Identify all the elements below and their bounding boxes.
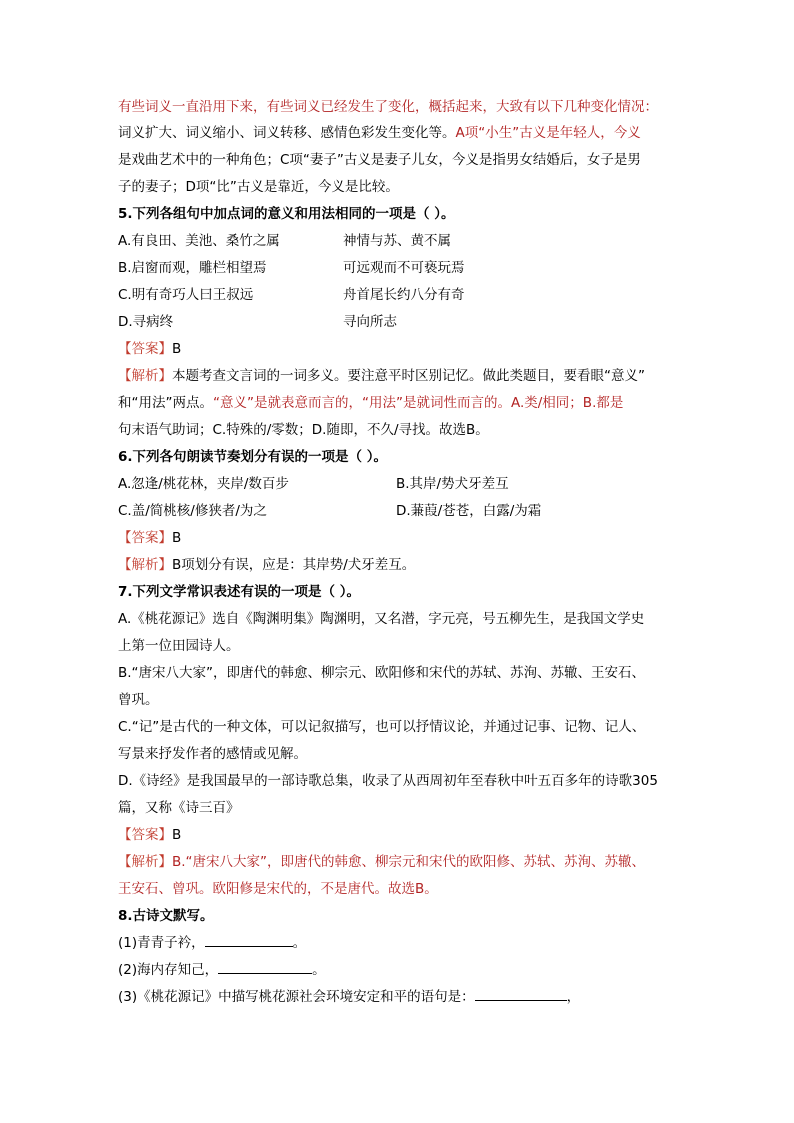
q8-item-1-prompt: (1)青青子衿， [118, 935, 205, 951]
q6-option-row [118, 472, 688, 496]
punctuation: 。 [292, 935, 307, 951]
q8-item-3-prompt: (3)《桃花源记》中描写桃花源社会环境安定和平的语句是： [118, 989, 475, 1005]
q5-option-b-right: 可远观而不可亵玩焉 [343, 260, 465, 276]
question-6-stem: 6.下列各句朗读节奏划分有误的一项是（ ）。 [118, 449, 387, 465]
analysis-text: 词义扩大、词义缩小、词义转移、感情色彩发生变化等。 [118, 125, 456, 141]
q8-item-1 [118, 931, 688, 955]
q5-answer [118, 337, 688, 361]
q5-option-row [118, 283, 688, 307]
q7-option-c-line-1: C.“记”是古代的一种文体，可以记叙描写，也可以抒情议论，并通过记事、记物、记人、 [118, 719, 646, 735]
analysis-intro-line-2 [118, 121, 688, 145]
q7-option-a-line-1: A.《桃花源记》选自《陶渊明集》陶渊明，又名潜，字元亮，号五柳先生，是我国文学史 [118, 611, 645, 627]
analysis-intro-line-4 [118, 175, 688, 199]
question-8-stem: 8.古诗文默写。 [118, 908, 214, 924]
question-5-stem: 5.下列各组句中加点词的意义和用法相同的一项是（ ）。 [118, 206, 455, 222]
q7-analysis-line-2 [118, 877, 688, 901]
fill-blank[interactable] [475, 986, 567, 1001]
analysis-tag: 【解析】 [118, 854, 172, 870]
analysis-text: A项“小生”古义是年轻人，今义 [455, 125, 641, 141]
q6-option-c: C.盖/简桃核/修狭者/为之 [118, 503, 267, 519]
q6-option-d: D.蒹葭/苍苍，白露/为霜 [396, 503, 542, 519]
q6-option-a: A.忽逢/桃花林，夹岸/数百步 [118, 476, 289, 492]
q6-option-row [118, 499, 688, 523]
q5-analysis-line-2 [118, 391, 688, 415]
analysis-text: 和“用法”两点。 [118, 395, 213, 411]
analysis-intro-line-1 [118, 95, 688, 119]
analysis-text: 王安石、曾巩。欧阳修是宋代的，不是唐代。故选B。 [118, 881, 438, 897]
q6-analysis [118, 553, 688, 577]
q6-option-b: B.其岸/势犬牙差互 [396, 476, 509, 492]
answer-tag: 【答案】 [118, 341, 172, 357]
answer-value: B [172, 341, 182, 357]
q8-item-3 [118, 985, 688, 1009]
q5-option-a-right: 神情与苏、黄不属 [343, 233, 451, 249]
analysis-text: 有些词义一直沿用下来，有些词义已经发生了变化，概括起来，大致有以下几种变化情况： [118, 99, 658, 115]
q5-option-row [118, 256, 688, 280]
analysis-text: 句末语气助词；C.特殊的/零数；D.随即，不久/寻找。故选B。 [118, 422, 489, 438]
analysis-text: B.“唐宋八大家”，即唐代的韩愈、柳宗元和宋代的欧阳修、苏轼、苏洵、苏辙、 [172, 854, 646, 870]
q7-analysis-line-1 [118, 850, 688, 874]
q7-option-b-line-1: B.“唐宋八大家”，即唐代的韩愈、柳宗元、欧阳修和宋代的苏轼、苏洵、苏辙、王安石、 [118, 665, 646, 681]
q7-option-a-line-2: 上第一位田园诗人。 [118, 638, 240, 654]
punctuation: ， [566, 989, 581, 1005]
q7-option-d-line-1: D.《诗经》是我国最早的一部诗歌总集，收录了从西周初年至春秋中叶五百多年的诗歌305 [118, 773, 658, 789]
q5-option-d-right: 寻向所志 [343, 314, 397, 330]
answer-tag: 【答案】 [118, 827, 172, 843]
analysis-text: C项“妻子”古义是妻子儿女，今义是指男女结婚后，女子是男 [280, 152, 641, 168]
answer-tag: 【答案】 [118, 530, 172, 546]
q6-answer [118, 526, 688, 550]
analysis-tag: 【解析】 [118, 557, 172, 573]
q7-option-d-line-2: 篇，又称《诗三百》 [118, 800, 240, 816]
q5-analysis-line-1 [118, 364, 688, 388]
q5-option-b-left: B.启窗而观，雕栏相望焉 [118, 260, 267, 276]
analysis-text: “意义”是就表意而言的，“用法”是就词性而言的。A.类/相同；B.都是 [213, 395, 624, 411]
analysis-text: 子的妻子；D项“比”古义是靠近，今义是比较。 [118, 179, 399, 195]
q8-item-2-prompt: (2)海内存知己， [118, 962, 219, 978]
analysis-tag: 【解析】 [118, 368, 172, 384]
fill-blank[interactable] [218, 959, 312, 974]
q5-option-row [118, 229, 688, 253]
question-7-stem: 7.下列文学常识表述有误的一项是（ ）。 [118, 584, 360, 600]
q5-option-c-right: 舟首尾长约八分有奇 [343, 287, 465, 303]
analysis-intro-line-3 [118, 148, 688, 172]
q5-analysis-line-3 [118, 418, 688, 442]
q5-option-c-left: C.明有奇巧人曰王叔远 [118, 287, 254, 303]
fill-blank[interactable] [205, 932, 293, 947]
analysis-text: B项划分有误，应是：其岸势/犬牙差互。 [172, 557, 416, 573]
analysis-text: 本题考查文言词的一词多义。要注意平时区别记忆。做此类题目，要看眼“意义” [172, 368, 645, 384]
punctuation: 。 [312, 962, 326, 978]
q5-option-row [118, 310, 688, 334]
q8-item-2 [118, 958, 688, 982]
q7-answer [118, 823, 688, 847]
q5-option-d-left: D.寻病终 [118, 314, 174, 330]
q7-option-c-line-2: 写景来抒发作者的感情或见解。 [118, 746, 307, 762]
q7-option-b-line-2: 曾巩。 [118, 692, 159, 708]
analysis-text: 是戏曲艺术中的一种角色； [118, 152, 280, 168]
q5-option-a-left: A.有良田、美池、桑竹之属 [118, 233, 280, 249]
answer-value: B [172, 827, 182, 843]
answer-value: B [172, 530, 182, 546]
